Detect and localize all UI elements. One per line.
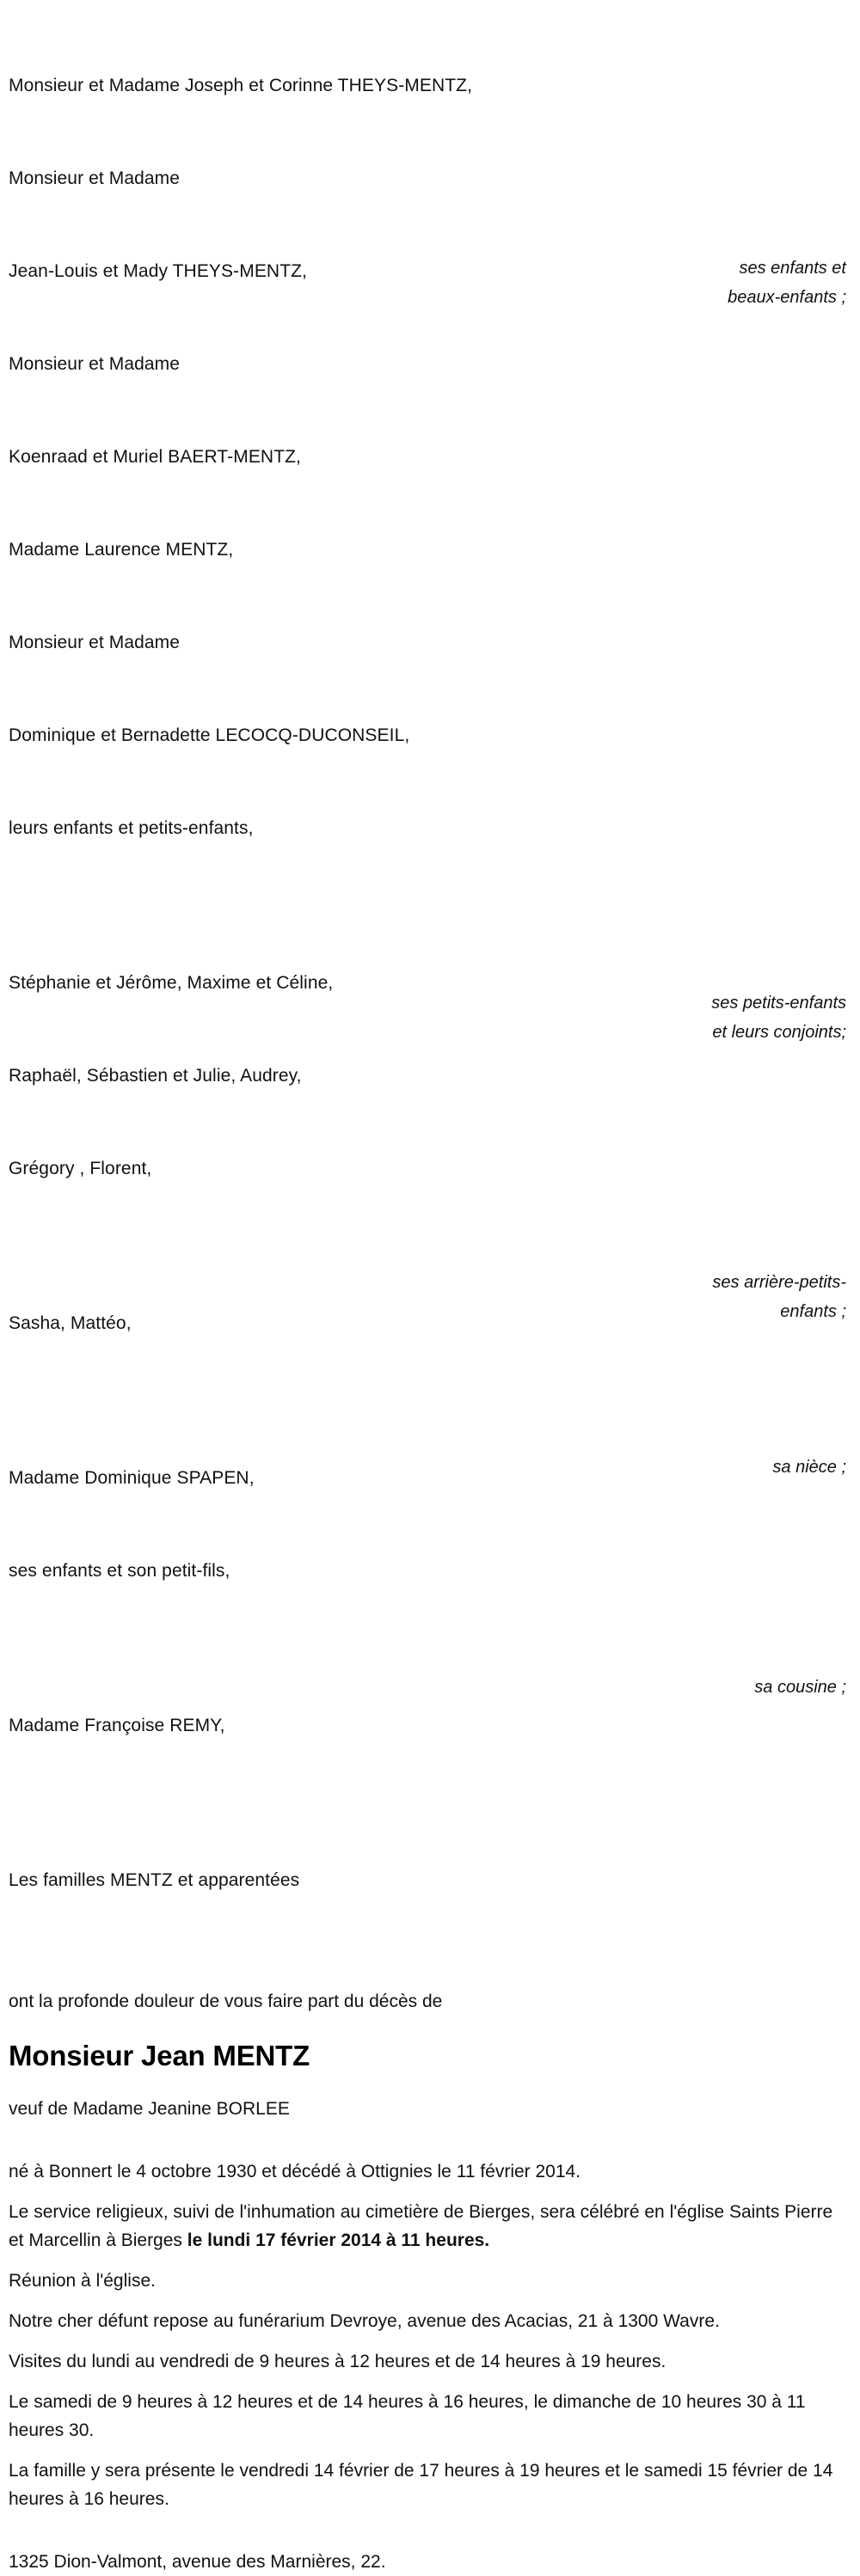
announcement-body bbox=[0, 1958, 860, 2576]
family-name-line: leurs enfants et petits-enfants, bbox=[9, 818, 254, 838]
service-text-bold: le lundi 17 février 2014 à 11 heures. bbox=[187, 2230, 490, 2250]
family-name-line: Monsieur et Madame bbox=[9, 168, 181, 188]
family-name-line: Madame Françoise REMY, bbox=[9, 1716, 225, 1735]
visits-weekend-line: Le samedi de 9 heures à 12 heures et de 14 heures à 16 heures, le dimanche de 10 heures 30 à 11 heures 30. bbox=[9, 2392, 806, 2440]
spacer bbox=[9, 2135, 851, 2157]
family-name-line: Sasha, Mattéo, bbox=[9, 1313, 132, 1333]
family-names bbox=[9, 1803, 853, 1958]
family-name-line: ses enfants et son petit-fils, bbox=[9, 1561, 230, 1581]
family-role-line: beaux-enfants ; bbox=[728, 288, 846, 307]
address-line: 1325 Dion-Valmont, avenue des Marnières, 22. bbox=[9, 2552, 386, 2572]
visits-weekday-line: Visites du lundi au vendredi de 9 heures à 12 heures et de 14 heures à 19 heures. bbox=[9, 2352, 666, 2371]
family-role-label bbox=[554, 254, 846, 312]
family-presence-line: La famille y sera présente le vendredi 14 février de 17 heures à 19 heures et le samedi 15 février de 14 heures à 16 heures. bbox=[9, 2461, 833, 2509]
spouse-line: veuf de Madame Jeanine BORLEE bbox=[9, 2099, 290, 2119]
family-name-line: Jean-Louis et Mady THEYS-MENTZ, bbox=[9, 261, 307, 281]
family-role-label bbox=[554, 1453, 846, 1482]
family-name-line: Grégory , Florent, bbox=[9, 1159, 152, 1178]
birth-death-line: né à Bonnert le 4 octobre 1930 et décédé à Ottignies le 11 février 2014. bbox=[9, 2162, 581, 2181]
family-name-line: Les familles MENTZ et apparentées bbox=[9, 1870, 300, 1890]
family-name-line: Monsieur et Madame bbox=[9, 633, 181, 652]
spacer bbox=[9, 2525, 851, 2548]
service-text-normal: Le service religieux, suivi de l'inhumation au cimetière de Bierges, sera célébré en l'église Saints Pierre et Marcellin à Bierges bbox=[9, 2202, 833, 2250]
family-names bbox=[9, 1649, 853, 1803]
family-group bbox=[9, 906, 853, 1246]
announcement-intro: ont la profonde douleur de vous faire part du décès de bbox=[9, 1992, 443, 2011]
family-name-line: Koenraad et Muriel BAERT-MENTZ, bbox=[9, 447, 301, 467]
family-name-line: Dominique et Bernadette LECOCQ-DUCONSEIL, bbox=[9, 725, 410, 745]
family-names bbox=[9, 9, 853, 906]
family-group bbox=[9, 1649, 853, 1803]
spacer bbox=[9, 1958, 851, 1987]
family-role-line: ses petits-enfants bbox=[711, 994, 846, 1013]
family-role-line: et leurs conjoints; bbox=[712, 1023, 846, 1042]
family-group bbox=[9, 1803, 853, 1958]
family-role-line: ses enfants et bbox=[739, 259, 846, 278]
family-group bbox=[9, 1246, 853, 1401]
family-role-label bbox=[554, 988, 846, 1047]
family-role-label bbox=[554, 1673, 846, 1702]
family-role-line: enfants ; bbox=[780, 1302, 846, 1321]
family-name-line: Stéphanie et Jérôme, Maxime et Céline, bbox=[9, 973, 334, 993]
family-group bbox=[9, 9, 853, 906]
family-role-line: ses arrière-petits- bbox=[712, 1273, 846, 1292]
family-role-line: sa cousine ; bbox=[754, 1678, 846, 1697]
family-name-line: Raphaël, Sébastien et Julie, Audrey, bbox=[9, 1066, 302, 1086]
deceased-name: Monsieur Jean MENTZ bbox=[9, 2040, 310, 2071]
family-name-line: Madame Laurence MENTZ, bbox=[9, 540, 234, 560]
family-group bbox=[9, 1401, 853, 1649]
family-role-line: sa nièce ; bbox=[772, 1458, 846, 1477]
family-name-line: Monsieur et Madame Joseph et Corinne THEYS-MENTZ, bbox=[9, 76, 473, 95]
family-name-line: Monsieur et Madame bbox=[9, 354, 181, 374]
reunion-line: Réunion à l'église. bbox=[9, 2271, 156, 2291]
family-names bbox=[9, 906, 853, 1246]
funerarium-line: Notre cher défunt repose au funérarium Devroye, avenue des Acacias, 21 à 1300 Wavre. bbox=[9, 2311, 720, 2331]
family-name-line: Madame Dominique SPAPEN, bbox=[9, 1468, 255, 1488]
family-names bbox=[9, 1401, 853, 1649]
family-role-label bbox=[554, 1268, 846, 1326]
religious-service-line bbox=[9, 2198, 851, 2255]
